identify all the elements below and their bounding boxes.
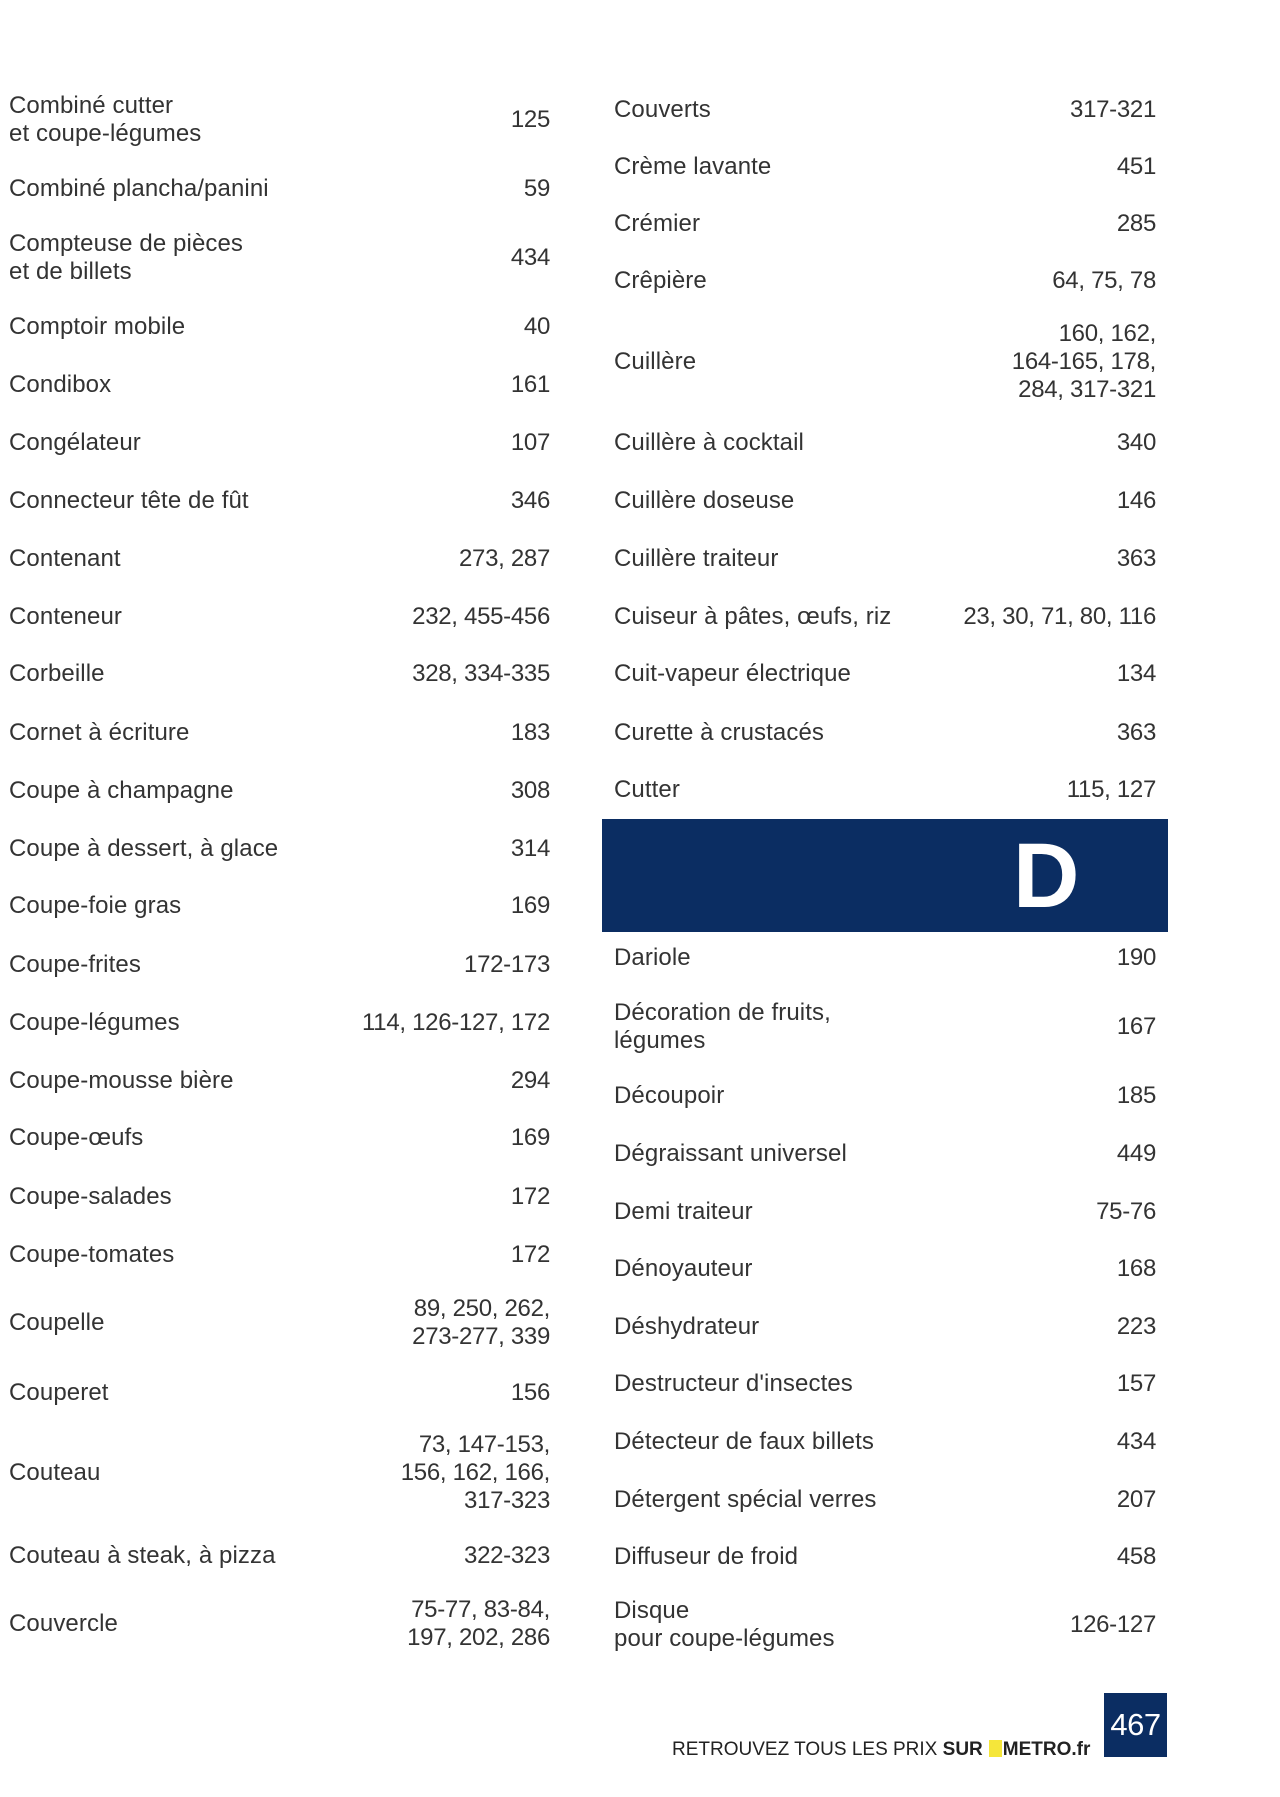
index-page-refs: 285: [1116, 210, 1156, 237]
index-term: Cuit-vapeur électrique: [614, 660, 851, 687]
index-page-refs: 346: [510, 487, 550, 514]
index-page-refs: 169: [510, 892, 550, 919]
index-entry: [614, 545, 1156, 573]
index-page-refs: 169: [510, 1124, 550, 1151]
index-entry: [614, 1486, 1156, 1514]
index-term: Découpoir: [614, 1082, 725, 1109]
index-term: Couverts: [614, 96, 711, 123]
index-entry: [9, 835, 550, 863]
index-term: Combiné plancha/panini: [9, 175, 269, 202]
index-entry: [614, 660, 1156, 688]
metro-logo-square-icon: [989, 1740, 1002, 1757]
index-page-refs: 434: [510, 244, 550, 271]
index-term: Demi traiteur: [614, 1198, 753, 1225]
index-page-refs: 114, 126-127, 172: [362, 1009, 550, 1036]
page-number: 467: [1104, 1693, 1167, 1757]
index-term: Déshydrateur: [614, 1313, 760, 1340]
index-entry: [9, 230, 550, 286]
index-entry: [614, 320, 1156, 404]
index-entry: [9, 603, 550, 631]
index-term: Coupe-salades: [9, 1183, 172, 1210]
footer-sur: SUR: [942, 1739, 983, 1760]
section-letter-banner: [602, 819, 1168, 932]
index-page-refs: 328, 334-335: [412, 660, 550, 687]
index-entry: [9, 175, 550, 203]
index-entry: [9, 1241, 550, 1269]
index-page-refs: 172: [510, 1241, 550, 1268]
index-page-refs: 115, 127: [1066, 776, 1156, 803]
footer-brand-link[interactable]: METRO.fr: [1002, 1739, 1091, 1760]
index-term: Dariole: [614, 944, 691, 971]
index-entry: [614, 944, 1156, 972]
index-page-refs: 168: [1116, 1255, 1156, 1282]
index-page-refs: 172-173: [464, 951, 550, 978]
index-term: Cuiseur à pâtes, œufs, riz: [614, 603, 892, 630]
index-entry: [614, 1370, 1156, 1398]
index-term: Cornet à écriture: [9, 719, 190, 746]
index-term: Diffuseur de froid: [614, 1543, 799, 1570]
index-page-refs: 64, 75, 78: [1052, 267, 1156, 294]
index-page-refs: 59: [523, 175, 550, 202]
index-page-refs: 185: [1116, 1082, 1156, 1109]
index-term: Coupelle: [9, 1309, 105, 1336]
index-page-refs: 161: [510, 371, 550, 398]
index-entry: [614, 267, 1156, 295]
index-page-refs: 322-323: [464, 1542, 550, 1569]
index-page-refs: 107: [510, 429, 550, 456]
index-entry: [9, 1295, 550, 1351]
index-page-refs: 126-127: [1070, 1611, 1156, 1638]
index-entry: [9, 487, 550, 515]
index-entry: [9, 1431, 550, 1515]
index-term: Couteau: [9, 1459, 101, 1486]
index-page-refs: 273, 287: [458, 545, 550, 572]
index-entry: [614, 1543, 1156, 1571]
index-entry: [9, 1124, 550, 1152]
index-page-refs: 317-321: [1070, 96, 1156, 123]
index-term: Détergent spécial verres: [614, 1486, 877, 1513]
index-entry: [614, 1428, 1156, 1456]
index-term: Crémier: [614, 210, 701, 237]
index-entry: [9, 719, 550, 747]
index-column-left: [9, 0, 550, 1680]
index-term: Coupe-œufs: [9, 1124, 144, 1151]
index-term: Conteneur: [9, 603, 122, 630]
index-term: Crêpière: [614, 267, 707, 294]
index-page-refs: 172: [510, 1183, 550, 1210]
index-term: Coupe-légumes: [9, 1009, 180, 1036]
index-page-refs: 23, 30, 71, 80, 116: [963, 603, 1156, 630]
index-entry: [614, 210, 1156, 238]
index-page-refs: 363: [1116, 545, 1156, 572]
index-page-refs: 125: [510, 106, 550, 133]
index-term: Coupe-mousse bière: [9, 1067, 234, 1094]
index-term: Dénoyauteur: [614, 1255, 753, 1282]
index-entry: [9, 660, 550, 688]
index-entry: [614, 603, 1156, 631]
index-entry: [614, 999, 1156, 1055]
index-term: Couvercle: [9, 1610, 118, 1637]
index-page-refs: 146: [1116, 487, 1156, 514]
index-term: Comptoir mobile: [9, 313, 186, 340]
index-page-refs: 207: [1116, 1486, 1156, 1513]
index-entry: [614, 1255, 1156, 1283]
index-term: Condibox: [9, 371, 112, 398]
index-term: Coupe-foie gras: [9, 892, 182, 919]
index-page-refs: 451: [1116, 153, 1156, 180]
index-entry: [9, 1009, 550, 1037]
index-term: Décoration de fruits, légumes: [614, 999, 831, 1054]
index-term: Crème lavante: [614, 153, 772, 180]
index-entry: [614, 429, 1156, 457]
index-term: Compteuse de pièces et de billets: [9, 230, 244, 285]
index-page-refs: 134: [1116, 660, 1156, 687]
index-entry: [614, 1198, 1156, 1226]
index-page-refs: 40: [523, 313, 550, 340]
index-entry: [614, 776, 1156, 804]
index-term: Cuillère: [614, 348, 697, 375]
index-page-refs: 340: [1116, 429, 1156, 456]
index-page-refs: 157: [1116, 1370, 1156, 1397]
index-entry: [9, 1542, 550, 1570]
index-entry: [614, 1597, 1156, 1653]
index-entry: [9, 313, 550, 341]
index-term: Cuillère doseuse: [614, 487, 795, 514]
index-entry: [9, 1183, 550, 1211]
index-page-refs: 183: [510, 719, 550, 746]
index-page-refs: 167: [1116, 1013, 1156, 1040]
index-term: Coupe à dessert, à glace: [9, 835, 279, 862]
index-term: Corbeille: [9, 660, 105, 687]
index-page-refs: 449: [1116, 1140, 1156, 1167]
footer-prefix: RETROUVEZ TOUS LES PRIX: [672, 1739, 943, 1760]
index-page-refs: 89, 250, 262, 273-277, 339: [412, 1295, 550, 1350]
index-entry: [9, 1596, 550, 1652]
index-entry: [9, 892, 550, 920]
index-entry: [614, 719, 1156, 747]
index-term: Dégraissant universel: [614, 1140, 847, 1167]
index-entry: [614, 1082, 1156, 1110]
index-entry: [9, 429, 550, 457]
index-term: Congélateur: [9, 429, 141, 456]
index-entry: [614, 487, 1156, 515]
index-term: Couteau à steak, à pizza: [9, 1542, 276, 1569]
index-term: Destructeur d'insectes: [614, 1370, 853, 1397]
index-term: Cuillère traiteur: [614, 545, 779, 572]
index-page-refs: 75-76: [1096, 1198, 1156, 1225]
index-term: Couperet: [9, 1379, 109, 1406]
index-page-refs: 363: [1116, 719, 1156, 746]
index-term: Disque pour coupe-légumes: [614, 1597, 835, 1652]
index-entry: [614, 1313, 1156, 1341]
index-term: Coupe-tomates: [9, 1241, 175, 1268]
index-entry: [9, 777, 550, 805]
index-page-refs: 75-77, 83-84, 197, 202, 286: [407, 1596, 550, 1651]
index-page-refs: 223: [1116, 1313, 1156, 1340]
index-page-refs: 190: [1116, 944, 1156, 971]
index-page-refs: 73, 147-153, 156, 162, 166, 317-323: [400, 1431, 550, 1514]
index-term: Connecteur tête de fût: [9, 487, 249, 514]
index-entry: [614, 1140, 1156, 1168]
index-page-refs: 232, 455-456: [412, 603, 550, 630]
index-term: Coupe-frites: [9, 951, 141, 978]
index-term: Combiné cutter et coupe-légumes: [9, 92, 202, 147]
index-page-refs: 308: [510, 777, 550, 804]
index-term: Détecteur de faux billets: [614, 1428, 874, 1455]
section-letter: D: [1013, 824, 1080, 927]
index-term: Contenant: [9, 545, 121, 572]
index-entry: [9, 545, 550, 573]
footer-promo: [672, 1739, 1090, 1761]
index-entry: [9, 1067, 550, 1095]
index-entry: [9, 1379, 550, 1407]
index-entry: [614, 153, 1156, 181]
index-entry: [9, 951, 550, 979]
index-term: Cutter: [614, 776, 680, 803]
index-page-refs: 160, 162, 164-165, 178, 284, 317-321: [1011, 320, 1156, 403]
index-entry: [614, 96, 1156, 124]
index-page-refs: 434: [1116, 1428, 1156, 1455]
index-page-refs: 314: [510, 835, 550, 862]
index-term: Coupe à champagne: [9, 777, 234, 804]
index-page-refs: 294: [510, 1067, 550, 1094]
index-term: Cuillère à cocktail: [614, 429, 804, 456]
index-page-refs: 458: [1116, 1543, 1156, 1570]
index-entry: [9, 371, 550, 399]
index-entry: [9, 92, 550, 148]
index-page-refs: 156: [510, 1379, 550, 1406]
index-term: Curette à crustacés: [614, 719, 824, 746]
